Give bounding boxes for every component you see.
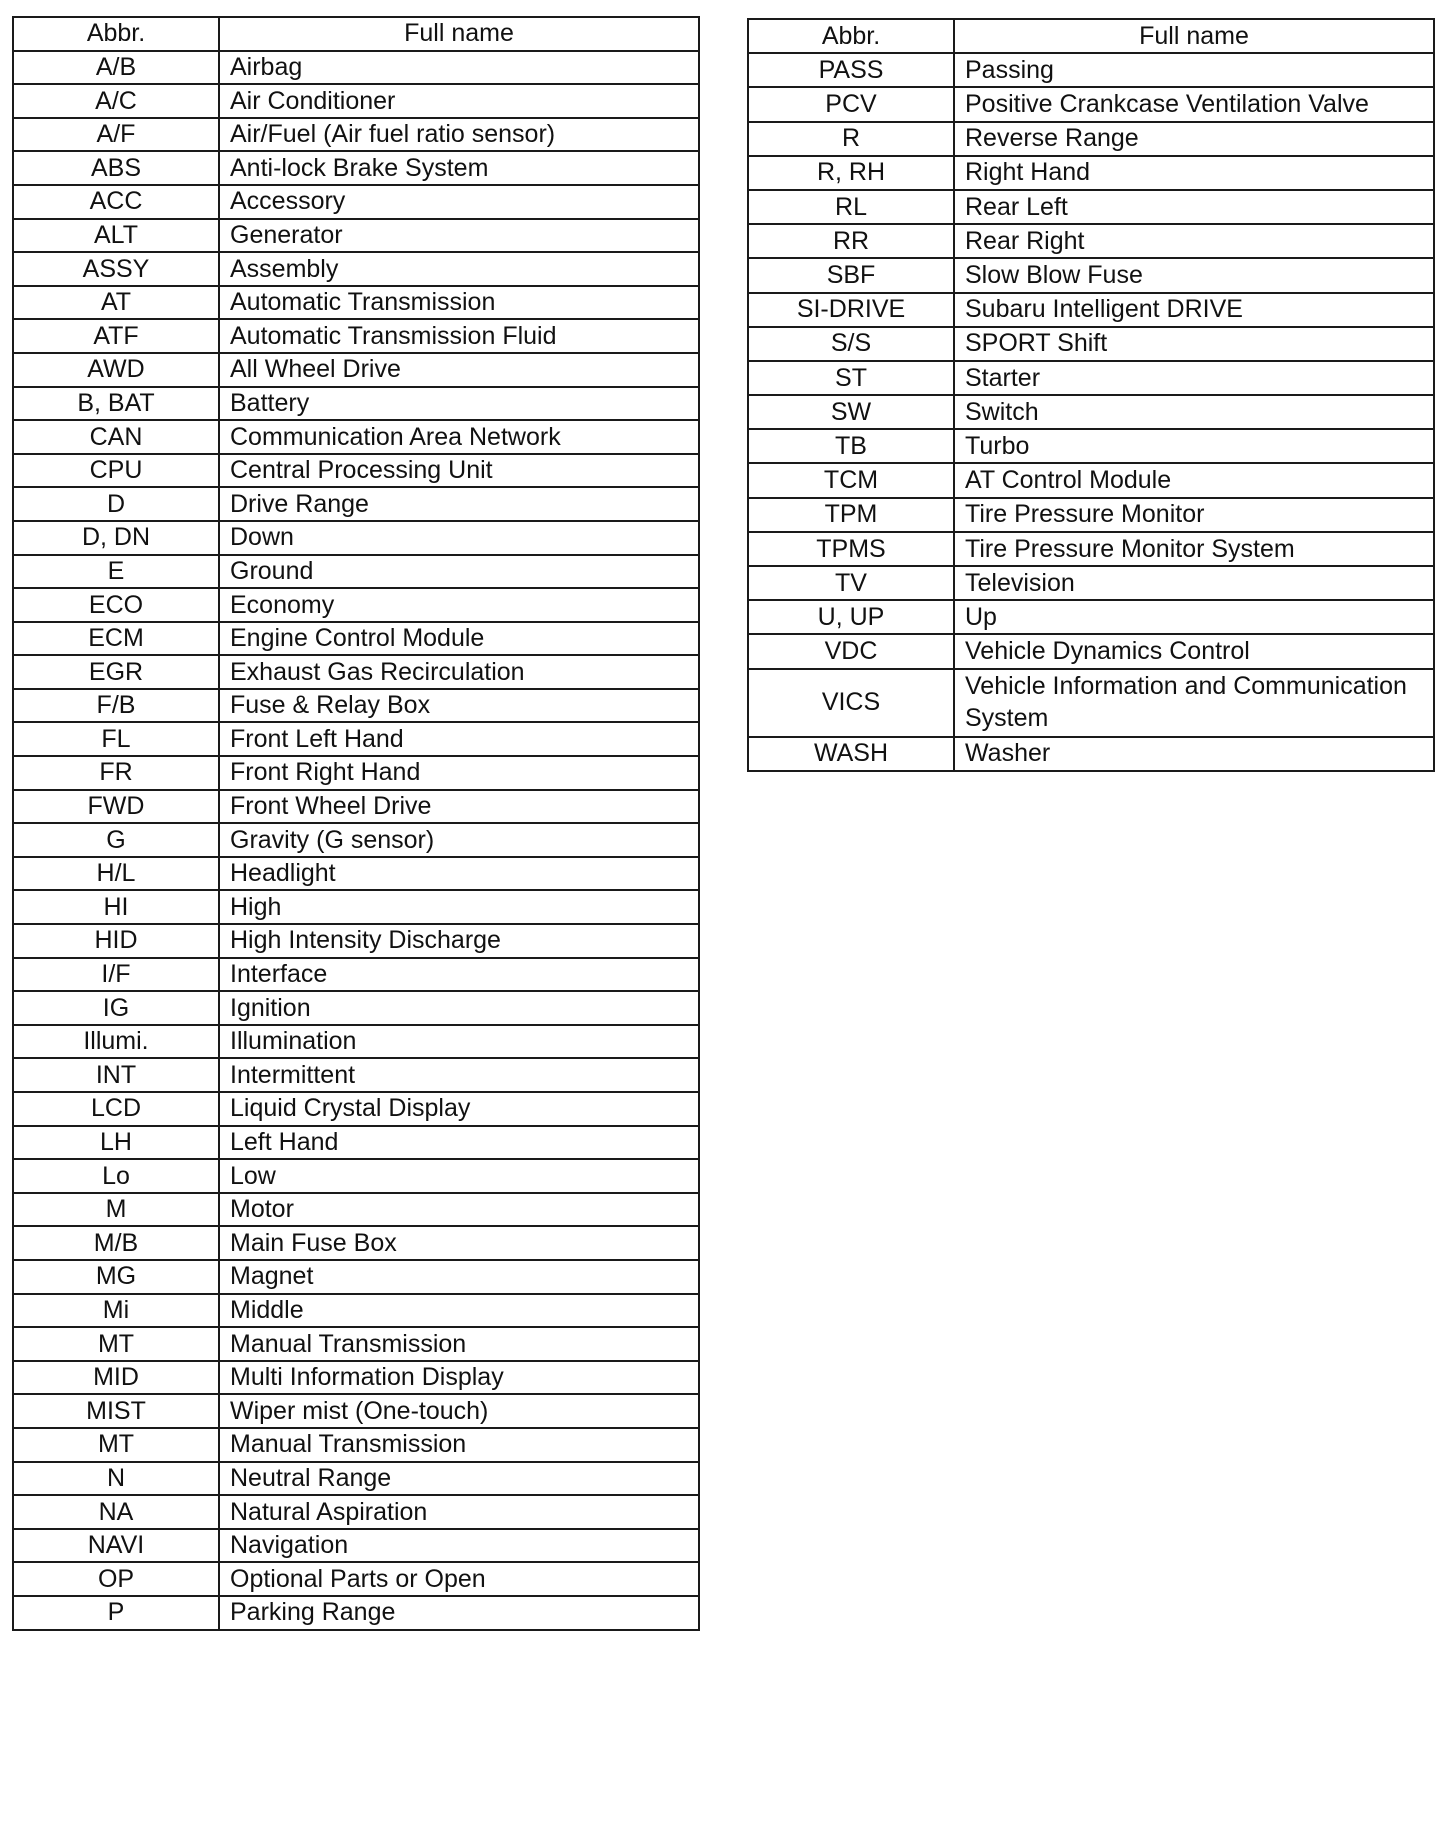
- table-row: [13, 1126, 699, 1160]
- abbr-cell: FL: [13, 722, 219, 756]
- full-name-cell: Motor: [219, 1193, 699, 1227]
- abbr-cell: A/C: [13, 84, 219, 118]
- abbr-cell: ABS: [13, 151, 219, 185]
- abbr-cell: HI: [13, 890, 219, 924]
- abbr-cell: PCV: [748, 87, 954, 121]
- table-row: [13, 286, 699, 320]
- full-name-cell: Tire Pressure Monitor: [954, 498, 1434, 532]
- table-row: [13, 151, 699, 185]
- abbr-cell: AWD: [13, 353, 219, 387]
- table-header-row: [13, 17, 699, 51]
- full-name-cell: Parking Range: [219, 1596, 699, 1630]
- table-row: [748, 190, 1434, 224]
- table-row: [13, 1193, 699, 1227]
- abbr-cell: SBF: [748, 258, 954, 292]
- abbr-cell: D, DN: [13, 521, 219, 555]
- table-row: [748, 87, 1434, 121]
- full-name-cell: Air/Fuel (Air fuel ratio sensor): [219, 118, 699, 152]
- table-row: [13, 353, 699, 387]
- full-name-cell: Up: [954, 600, 1434, 634]
- abbr-cell: VICS: [748, 669, 954, 737]
- abbr-cell: RR: [748, 224, 954, 258]
- abbr-cell: LH: [13, 1126, 219, 1160]
- table-row: [748, 737, 1434, 771]
- abbr-cell: Mi: [13, 1294, 219, 1328]
- table-row: [13, 1092, 699, 1126]
- full-name-cell: Exhaust Gas Recirculation: [219, 655, 699, 689]
- table-row: [13, 521, 699, 555]
- table-row: [13, 118, 699, 152]
- abbr-cell: P: [13, 1596, 219, 1630]
- full-name-cell: High Intensity Discharge: [219, 924, 699, 958]
- full-name-cell: Front Wheel Drive: [219, 790, 699, 824]
- table-row: [13, 722, 699, 756]
- full-name-cell: Passing: [954, 53, 1434, 87]
- table-row: [748, 566, 1434, 600]
- abbr-cell: M: [13, 1193, 219, 1227]
- table-row: [13, 420, 699, 454]
- full-name-cell: Economy: [219, 588, 699, 622]
- abbr-cell: LCD: [13, 1092, 219, 1126]
- full-name-cell: Slow Blow Fuse: [954, 258, 1434, 292]
- abbr-cell: ACC: [13, 185, 219, 219]
- table-row: [13, 1260, 699, 1294]
- table-row: [13, 1428, 699, 1462]
- abbr-cell: H/L: [13, 857, 219, 891]
- table-row: [13, 857, 699, 891]
- abbr-cell: INT: [13, 1058, 219, 1092]
- table-row: [748, 156, 1434, 190]
- abbr-cell: VDC: [748, 634, 954, 668]
- abbr-cell: SW: [748, 395, 954, 429]
- table-row: [748, 327, 1434, 361]
- abbr-cell: EGR: [13, 655, 219, 689]
- table-row: [13, 1294, 699, 1328]
- abbr-cell: ST: [748, 361, 954, 395]
- table-row: [748, 395, 1434, 429]
- abbr-cell: TPMS: [748, 532, 954, 566]
- table-row: [748, 224, 1434, 258]
- full-name-cell: Liquid Crystal Display: [219, 1092, 699, 1126]
- full-name-cell: Vehicle Dynamics Control: [954, 634, 1434, 668]
- full-name-cell: Automatic Transmission Fluid: [219, 319, 699, 353]
- full-name-cell: Central Processing Unit: [219, 454, 699, 488]
- table-row: [748, 53, 1434, 87]
- full-name-cell: Intermittent: [219, 1058, 699, 1092]
- abbr-cell: RL: [748, 190, 954, 224]
- full-name-cell: Manual Transmission: [219, 1428, 699, 1462]
- abbr-cell: CPU: [13, 454, 219, 488]
- full-name-cell: Switch: [954, 395, 1434, 429]
- table-row: [13, 890, 699, 924]
- abbr-cell: TCM: [748, 463, 954, 497]
- table-row: [13, 555, 699, 589]
- full-name-cell: Positive Crankcase Ventilation Valve: [954, 87, 1434, 121]
- full-name-cell: Main Fuse Box: [219, 1226, 699, 1260]
- abbr-cell: OP: [13, 1562, 219, 1596]
- abbr-cell: ECO: [13, 588, 219, 622]
- full-name-cell: Assembly: [219, 252, 699, 286]
- full-name-cell: Washer: [954, 737, 1434, 771]
- full-name-cell: Right Hand: [954, 156, 1434, 190]
- table-row: [13, 1159, 699, 1193]
- abbr-cell: MT: [13, 1428, 219, 1462]
- table-row: [13, 84, 699, 118]
- full-name-cell: Generator: [219, 219, 699, 253]
- header-full-name: Full name: [219, 17, 699, 51]
- full-name-cell: Headlight: [219, 857, 699, 891]
- table-row: [748, 634, 1434, 668]
- table-row: [13, 51, 699, 85]
- full-name-cell: Front Left Hand: [219, 722, 699, 756]
- table-row: [13, 924, 699, 958]
- table-row: [13, 319, 699, 353]
- full-name-cell: Manual Transmission: [219, 1327, 699, 1361]
- full-name-cell: Multi Information Display: [219, 1361, 699, 1395]
- abbr-cell: E: [13, 555, 219, 589]
- table-row: [748, 498, 1434, 532]
- table-row: [13, 622, 699, 656]
- abbr-cell: FR: [13, 756, 219, 790]
- full-name-cell: AT Control Module: [954, 463, 1434, 497]
- full-name-cell: Wiper mist (One-touch): [219, 1394, 699, 1428]
- full-name-cell: Turbo: [954, 429, 1434, 463]
- abbr-cell: TB: [748, 429, 954, 463]
- full-name-cell: Ground: [219, 555, 699, 589]
- abbr-cell: F/B: [13, 689, 219, 723]
- table-row: [13, 655, 699, 689]
- full-name-cell: Interface: [219, 958, 699, 992]
- abbr-cell: R: [748, 122, 954, 156]
- full-name-cell: Optional Parts or Open: [219, 1562, 699, 1596]
- full-name-cell: Middle: [219, 1294, 699, 1328]
- abbr-cell: NA: [13, 1495, 219, 1529]
- table-row: [13, 1025, 699, 1059]
- full-name-cell: Natural Aspiration: [219, 1495, 699, 1529]
- table-row: [13, 823, 699, 857]
- full-name-cell: Fuse & Relay Box: [219, 689, 699, 723]
- table-body-left: [13, 51, 699, 1630]
- full-name-cell: Drive Range: [219, 487, 699, 521]
- table-row: [13, 1462, 699, 1496]
- table-row: [13, 1058, 699, 1092]
- table-row: [13, 219, 699, 253]
- full-name-cell: High: [219, 890, 699, 924]
- abbr-cell: MT: [13, 1327, 219, 1361]
- full-name-cell: Battery: [219, 387, 699, 421]
- abbr-cell: ATF: [13, 319, 219, 353]
- abbr-cell: ASSY: [13, 252, 219, 286]
- table-row: [748, 293, 1434, 327]
- table-row: [13, 1394, 699, 1428]
- full-name-cell: Rear Right: [954, 224, 1434, 258]
- abbr-cell: MID: [13, 1361, 219, 1395]
- abbr-cell: A/B: [13, 51, 219, 85]
- abbr-cell: MG: [13, 1260, 219, 1294]
- header-full-name: Full name: [954, 19, 1434, 53]
- table-row: [13, 454, 699, 488]
- abbr-cell: ALT: [13, 219, 219, 253]
- abbr-cell: G: [13, 823, 219, 857]
- abbr-cell: N: [13, 1462, 219, 1496]
- abbr-cell: NAVI: [13, 1529, 219, 1563]
- abbr-cell: A/F: [13, 118, 219, 152]
- full-name-cell: Communication Area Network: [219, 420, 699, 454]
- abbr-cell: R, RH: [748, 156, 954, 190]
- abbr-cell: WASH: [748, 737, 954, 771]
- table-row: [748, 600, 1434, 634]
- full-name-cell: Reverse Range: [954, 122, 1434, 156]
- full-name-cell: Accessory: [219, 185, 699, 219]
- full-name-cell: Vehicle Information and Communication System: [954, 669, 1434, 737]
- full-name-cell: Starter: [954, 361, 1434, 395]
- abbr-cell: PASS: [748, 53, 954, 87]
- header-abbr: Abbr.: [748, 19, 954, 53]
- full-name-cell: Air Conditioner: [219, 84, 699, 118]
- full-name-cell: Automatic Transmission: [219, 286, 699, 320]
- full-name-cell: All Wheel Drive: [219, 353, 699, 387]
- table-row: [13, 958, 699, 992]
- abbr-cell: HID: [13, 924, 219, 958]
- abbr-cell: FWD: [13, 790, 219, 824]
- full-name-cell: Engine Control Module: [219, 622, 699, 656]
- table-row: [13, 1495, 699, 1529]
- abbr-cell: TV: [748, 566, 954, 600]
- abbr-cell: ECM: [13, 622, 219, 656]
- abbr-cell: S/S: [748, 327, 954, 361]
- abbr-cell: CAN: [13, 420, 219, 454]
- table-row: [13, 1361, 699, 1395]
- abbr-cell: TPM: [748, 498, 954, 532]
- full-name-cell: Rear Left: [954, 190, 1434, 224]
- abbr-cell: Lo: [13, 1159, 219, 1193]
- table-row: [13, 1562, 699, 1596]
- abbreviation-table-left: [12, 16, 700, 1631]
- full-name-cell: Down: [219, 521, 699, 555]
- full-name-cell: Magnet: [219, 1260, 699, 1294]
- table-row: [13, 756, 699, 790]
- abbr-cell: AT: [13, 286, 219, 320]
- table-row: [13, 689, 699, 723]
- table-row: [748, 532, 1434, 566]
- table-row: [748, 669, 1434, 737]
- table-row: [748, 429, 1434, 463]
- full-name-cell: Left Hand: [219, 1126, 699, 1160]
- abbr-cell: B, BAT: [13, 387, 219, 421]
- table-body-right: [748, 53, 1434, 771]
- table-row: [13, 790, 699, 824]
- full-name-cell: Illumination: [219, 1025, 699, 1059]
- abbr-cell: I/F: [13, 958, 219, 992]
- full-name-cell: Tire Pressure Monitor System: [954, 532, 1434, 566]
- table-row: [13, 991, 699, 1025]
- table-row: [13, 1226, 699, 1260]
- table-row: [13, 1327, 699, 1361]
- table-row: [13, 387, 699, 421]
- abbreviation-table-right: [747, 18, 1435, 772]
- abbr-cell: Illumi.: [13, 1025, 219, 1059]
- full-name-cell: SPORT Shift: [954, 327, 1434, 361]
- abbr-cell: M/B: [13, 1226, 219, 1260]
- table-row: [13, 487, 699, 521]
- full-name-cell: Front Right Hand: [219, 756, 699, 790]
- header-abbr: Abbr.: [13, 17, 219, 51]
- abbr-cell: SI-DRIVE: [748, 293, 954, 327]
- table-row: [13, 252, 699, 286]
- table-header-row: [748, 19, 1434, 53]
- abbr-cell: IG: [13, 991, 219, 1025]
- abbr-cell: MIST: [13, 1394, 219, 1428]
- full-name-cell: Ignition: [219, 991, 699, 1025]
- table-row: [13, 1596, 699, 1630]
- full-name-cell: Gravity (G sensor): [219, 823, 699, 857]
- full-name-cell: Anti-lock Brake System: [219, 151, 699, 185]
- table-row: [13, 588, 699, 622]
- full-name-cell: Neutral Range: [219, 1462, 699, 1496]
- full-name-cell: Subaru Intelligent DRIVE: [954, 293, 1434, 327]
- table-row: [748, 122, 1434, 156]
- full-name-cell: Low: [219, 1159, 699, 1193]
- full-name-cell: Airbag: [219, 51, 699, 85]
- full-name-cell: Television: [954, 566, 1434, 600]
- abbr-cell: U, UP: [748, 600, 954, 634]
- abbr-cell: D: [13, 487, 219, 521]
- table-row: [13, 185, 699, 219]
- table-row: [13, 1529, 699, 1563]
- table-row: [748, 258, 1434, 292]
- table-row: [748, 463, 1434, 497]
- table-row: [748, 361, 1434, 395]
- full-name-cell: Navigation: [219, 1529, 699, 1563]
